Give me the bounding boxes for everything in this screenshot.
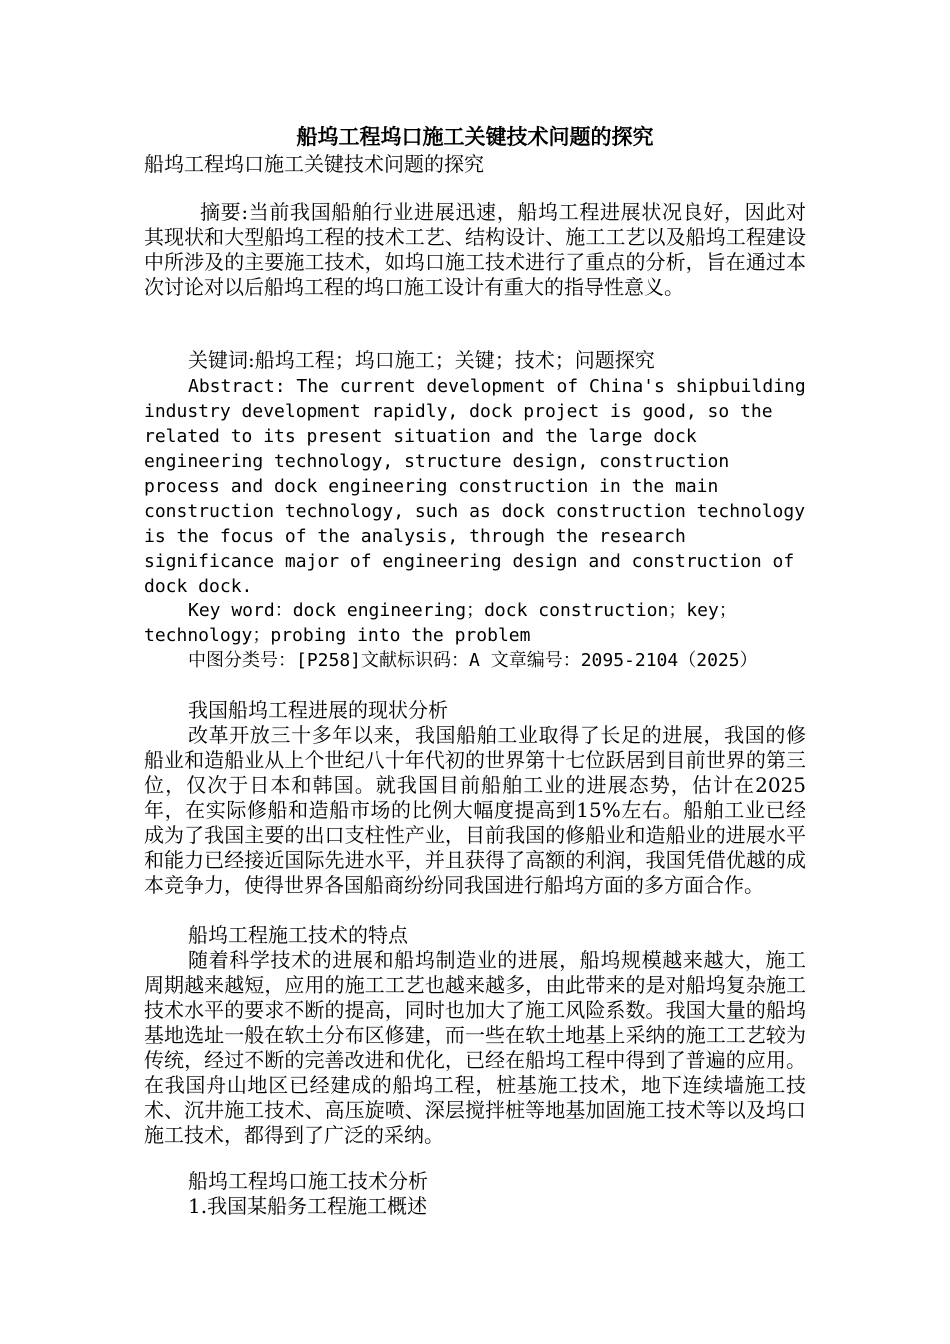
abstract-en: Abstract: The current development of China's shipbuilding industry development rapidly, dock project is good, so the related to its present situation and the large dock engineering technology, structure design, construction process and dock engineering construction in the main construction technology, such as dock construction technology is the focus of the analysis, through the research significance major of engineering design and construction of dock dock. [144,376,806,597]
subsection-heading-overview: 1.我国某船务工程施工概述 [188,1194,428,1218]
document-subtitle: 船坞工程坞口施工关键技术问题的探究 [144,152,484,176]
section-body-status: 改革开放三十多年以来，我国船舶工业取得了长足的进展，我国的修船业和造船业从上个世纪八十年代初的世界第十七位跃居到目前世界的第三位，仅次于日本和韩国。就我国目前船舶工业的进展态势，估计在2025年，在实际修船和造船市场的比例大幅度提高到15%左右。船舶工业已经成为了我国主要的出口支柱性产业，目前我国的修船业和造船业的进展水平和能力已经接近国际先进水平，并且获得了高额的利润，我国凭借优越的成本竞争力，使得世界各国船商纷纷同我国进行船坞方面的多方面合作。 [144,723,806,897]
abstract-cn: 摘要:当前我国船舶行业进展迅速，船坞工程进展状况良好，因此对其现状和大型船坞工程的技术工艺、结构设计、施工工艺以及船坞工程建设中所涉及的主要施工技术，如坞口施工技术进行了重点的分析，旨在通过本次讨论对以后船坞工程的坞口施工设计有重大的指导性意义。 [144,200,806,299]
classification-line: 中图分类号：[P258]文献标识码：A 文章编号：2095-2104（2025） [188,650,758,671]
section-heading-status: 我国船坞工程进展的现状分析 [188,698,448,722]
section-heading-dock-entrance: 船坞工程坞口施工技术分析 [188,1169,428,1193]
document-title: 船坞工程坞口施工关键技术问题的探究 [296,125,654,149]
keywords-en: Key word：dock engineering；dock construction；key；technology；probing into the problem [144,600,737,646]
section-body-features: 随着科学技术的进展和船坞制造业的进展，船坞规模越来越大，施工周期越来越短，应用的施工工艺也越来越多，由此带来的是对船坞复杂施工技术水平的要求不断的提高，同时也加大了施工风险系数。我国大量的船坞基地选址一般在软土分布区修建，而一些在软土地基上采纳的施工工艺较为传统，经过不断的完善改进和优化，已经在船坞工程中得到了普遍的应用。在我国舟山地区已经建成的船坞工程，桩基施工技术，地下连续墙施工技术、沉井施工技术、高压旋喷、深层搅拌桩等地基加固施工技术等以及坞口施工技术，都得到了广泛的采纳。 [144,948,806,1147]
section-heading-features: 船坞工程施工技术的特点 [188,923,408,947]
keywords-cn: 关键词:船坞工程；坞口施工；关键；技术；问题探究 [188,348,655,372]
